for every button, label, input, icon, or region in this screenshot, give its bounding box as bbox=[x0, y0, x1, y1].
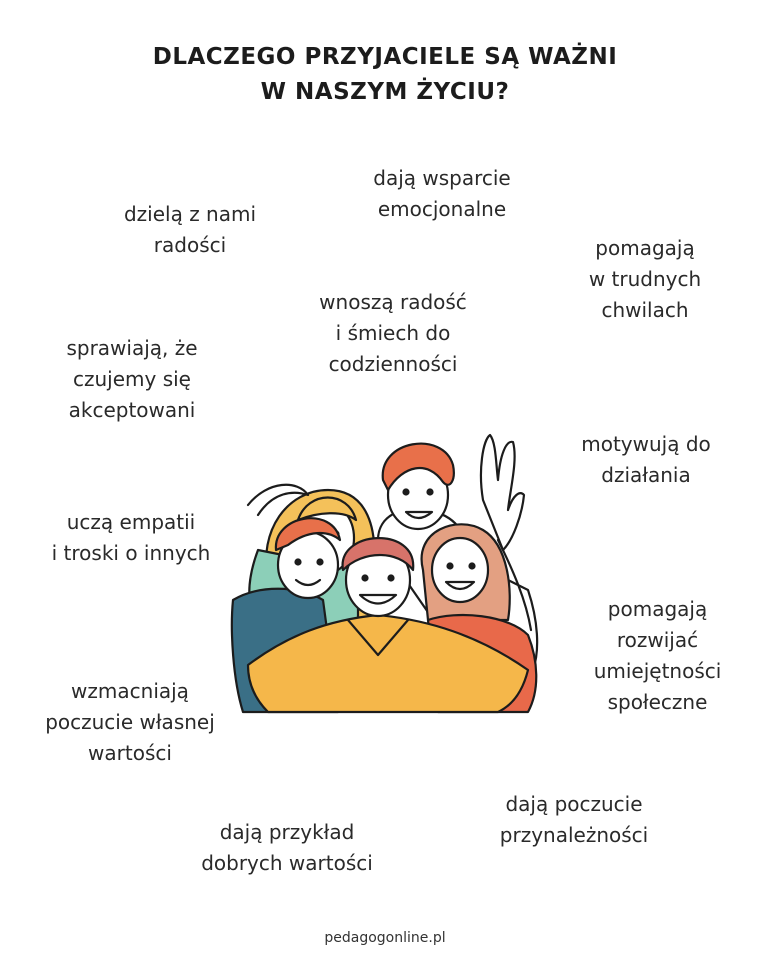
reason-motivate: motywują do działania bbox=[581, 432, 711, 487]
group-of-friends-illustration bbox=[228, 420, 540, 720]
reason-self-worth: wzmacniają poczucie własnej wartości bbox=[45, 679, 215, 765]
reason-accepted: sprawiają, że czujemy się akceptowani bbox=[66, 336, 198, 422]
page-title bbox=[0, 40, 770, 110]
reason-share-joy: dzielą z nami radości bbox=[123, 202, 257, 257]
reason-bring-joy: wnoszą radość i śmiech do codzienności bbox=[319, 290, 467, 376]
reason-good-example: dają przykład dobrych wartości bbox=[201, 820, 373, 875]
reason-hard-times: pomagają w trudnych chwilach bbox=[588, 236, 702, 322]
reason-belonging: dają poczucie przynależności bbox=[499, 792, 649, 847]
reason-emotional-support: dają wsparcie emocjonalne bbox=[373, 166, 511, 221]
reason-empathy: uczą empatii i troski o innych bbox=[51, 510, 211, 565]
reason-social-skills: pomagają rozwijać umiejętności społeczne bbox=[593, 597, 722, 714]
title-line-2: W NASZYM ŻYCIU? bbox=[260, 79, 510, 105]
title-line-1: DLACZEGO PRZYJACIELE SĄ WAŻNI bbox=[152, 44, 618, 70]
footer-website: pedagogonline.pl bbox=[324, 930, 446, 946]
